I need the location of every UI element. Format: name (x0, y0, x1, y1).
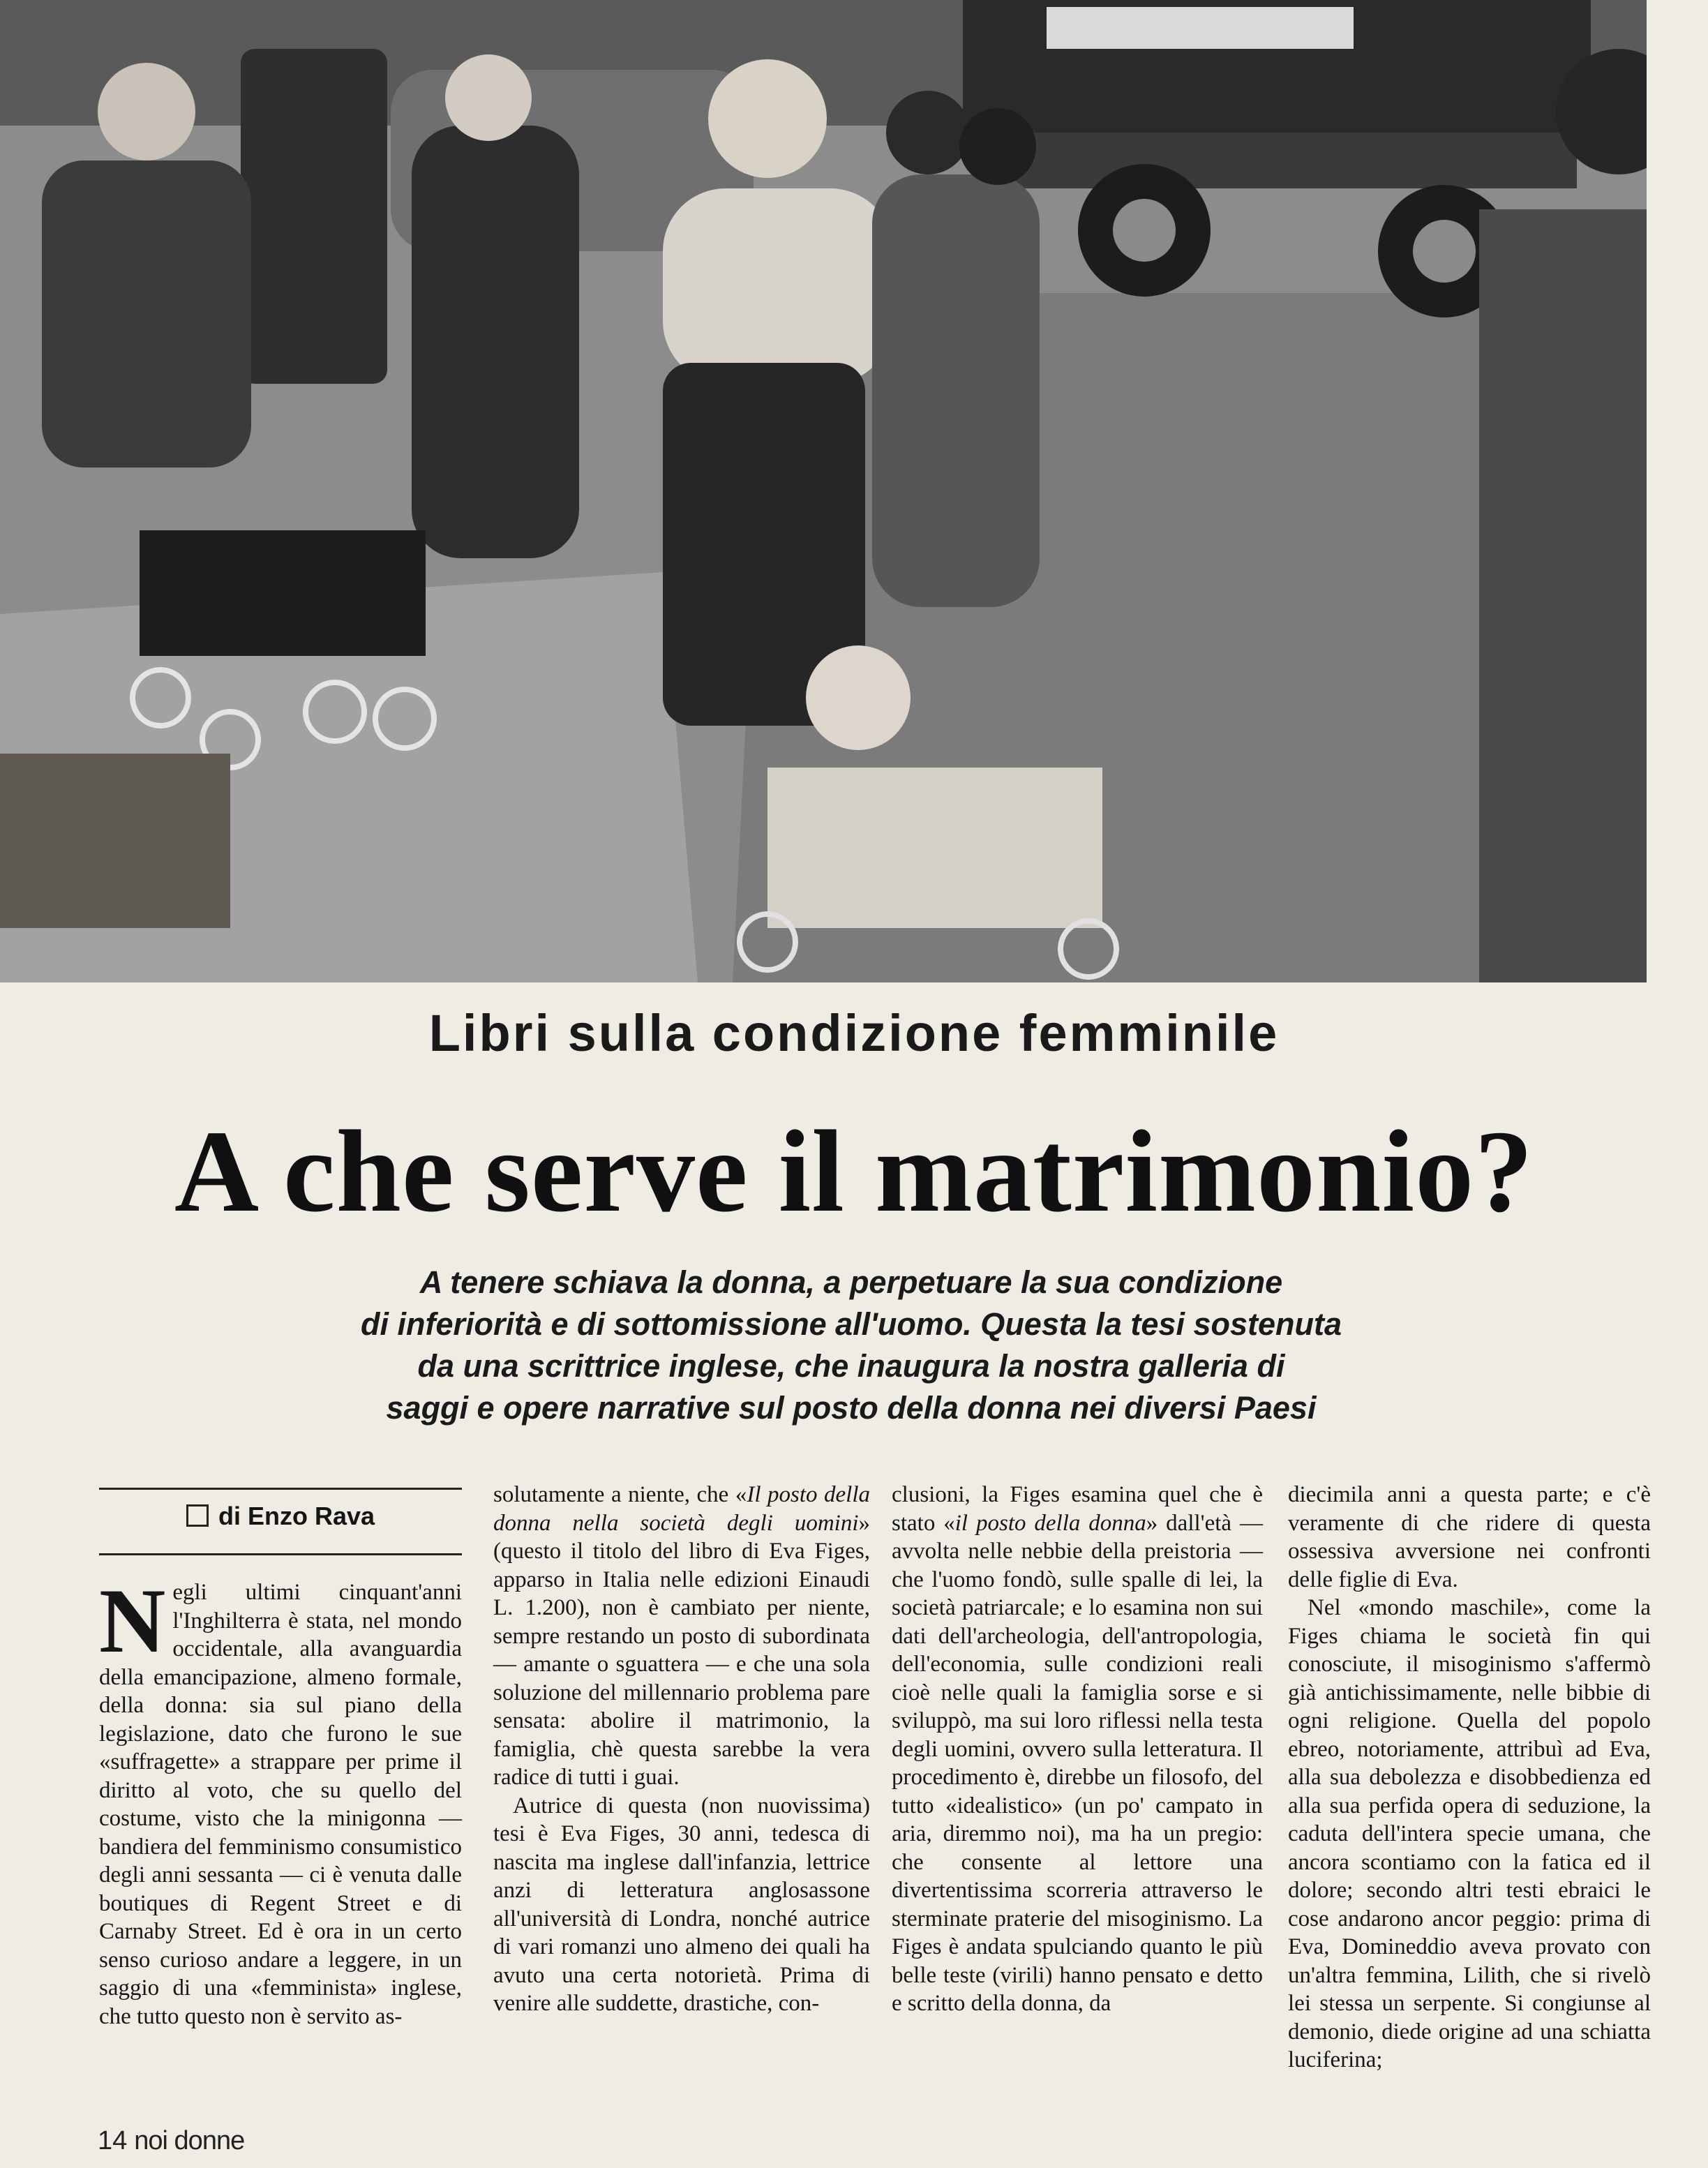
paragraph-text: clusioni, la Figes esamina quel che è stato « (892, 1482, 1263, 1536)
quoted-phrase: il posto della donna (954, 1510, 1146, 1536)
page-number: 14 (98, 2126, 128, 2155)
standfirst-line: da una scrittrice inglese, che inaugura la nostra galleria di (417, 1348, 1285, 1384)
book-title: Il posto della donna nella società degli uomini (493, 1482, 871, 1536)
paragraph (493, 1481, 870, 1792)
paragraph-text: » dall'età — avvolta nelle nebbie della preistoria — che l'uomo fondò, sulle spalle di lei, la società patriarcale; e lo esamina non sui dati dell'archeologia, dell'antropologia, dell'economia, sulle condizioni reali cioè nelle quali la famiglia sorse e si sviluppò, ma sui loro riflessi nella testa degli uomini, ovvero sulla letteratura. Il procedimento è, direbbe un filosofo, del tutto «idealistico» (un po' campato in aria, diremmo noi), ma ha un pregio: che consente al lettore una divertentissima scorreria attraverso le sterminate praterie del misoginismo. La Figes è andata spulciando quanto le più belle teste (virili) hanno pensato e detto e scritto della donna, da (892, 1510, 1263, 2016)
standfirst-line: A tenere schiava la donna, a perpetuare la sua condizione (419, 1264, 1283, 1300)
page-footer (98, 2126, 244, 2156)
article-title: A che serve il matrimonio? (174, 1107, 1534, 1236)
byline-rule-bottom (99, 1553, 462, 1555)
article-column-4 (1288, 1481, 1651, 2074)
article-column-3 (892, 1481, 1263, 2018)
section-kicker: Libri sulla condizione femminile (428, 1004, 1280, 1062)
checkbox-glyph-icon (186, 1504, 209, 1527)
paragraph-text: » (questo il titolo del libro di Eva Figes, apparso in Italia nelle edizioni Einaudi L. 1.200), non è cambiato per niente, sempre restando un posto di subordinata — amante o sguattera — e che una sola soluzione del millennario problema pare sensata: abolire il matrimonio, la famiglia, chè questa sarebbe la vera radice di tutti i guai. (493, 1510, 870, 1790)
paragraph: diecimila anni a questa parte; e c'è veramente di che ridere di questa ossessiva avversione nei confronti delle figlie di Eva. (1288, 1482, 1651, 1592)
paragraph-text: solutamente a niente, che « (493, 1482, 747, 1507)
paragraph (892, 1481, 1263, 2018)
byline (99, 1502, 462, 1531)
magazine-name: noi donne (134, 2126, 245, 2155)
paragraph-text: egli ultimi cinquant'anni l'Inghilterra è stata, nel mondo occidentale, alla avanguardia della emancipazione, almeno formale, della donna: sia sul piano della legislazione, dato che furono le sue «suffragette» a strappare per prime il diritto al voto, che su quello del costume, visto che la minigonna — bandiera del femminismo consumistico degli anni sessanta — ci è venuta dalle boutiques di Regent Street e di Carnaby Street. Ed è ora in un certo senso curioso andare a leggere, in un saggio di una «femminista» inglese, che tutto questo non è servito as- (99, 1580, 462, 2029)
paragraph: Nel «mondo maschile», come la Figes chiama le società fin qui conosciute, il misoginismo s'affermò già antichissimamente, nelle bibbie di ogni religione. Quella del popolo ebreo, notoriamente, attribuì ad Eva, alla sua debolezza e disobbedienza ed alla sua perfida opera di seduzione, la caduta dell'intera specie umana, che ancora scontiamo con la fatica ed il dolore; secondo altri testi ebraici le cose andarono ancor peggio: prima di Eva, Domineddio aveva provato con un'altra femmina, Lilith, che si rivelò lei stessa un serpente. Si congiunse al demonio, diede origine ad una schiatta luciferina; (1288, 1595, 1651, 2072)
paragraph (99, 1569, 462, 2031)
article-photo (0, 0, 1647, 982)
photo-illustration (0, 0, 1647, 982)
paragraph: Autrice di questa (non nuovissima) tesi è Eva Figes, 30 anni, tedesca di nascita ma inglese dall'infanzia, lettrice anzi di letteratura anglosassone all'università di Londra, nonché autrice di vari romanzi uno almeno dei quali ha avuto una certa notorietà. Prima di venire alle suddette, drastiche, con- (493, 1793, 870, 2016)
byline-rule-top (99, 1488, 462, 1490)
article-column-1 (99, 1569, 462, 2031)
byline-text: di Enzo Rava (218, 1502, 375, 1530)
standfirst-line: saggi e opere narrative sul posto della donna nei diversi Paesi (386, 1390, 1317, 1426)
article-standfirst (251, 1262, 1451, 1429)
drop-cap: N (99, 1569, 166, 1672)
article-column-2 (493, 1481, 870, 2018)
standfirst-line: di inferiorità e di sottomissione all'uomo. Questa la tesi sostenuta (361, 1306, 1342, 1342)
